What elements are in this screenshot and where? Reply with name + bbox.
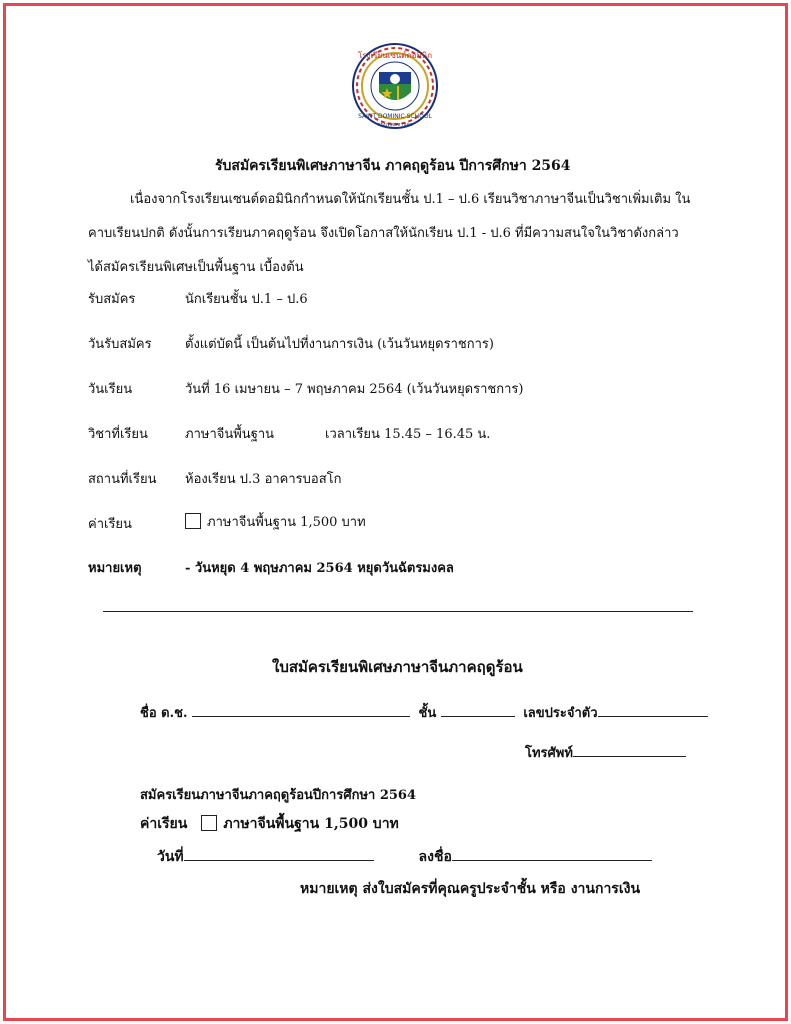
row-label-apply-date: วันรับสมัคร <box>88 337 152 352</box>
notice-title: รับสมัครเรียนพิเศษภาษาจีน ภาคฤดูร้อน ปีการศึกษา 2564 <box>215 158 571 174</box>
form-fee-checkbox[interactable] <box>201 815 217 831</box>
date-field[interactable] <box>184 860 374 861</box>
phone-label: โทรศัพท์ <box>525 746 573 761</box>
class-field[interactable] <box>441 716 515 717</box>
remark-value: - วันหยุด 4 พฤษภาคม 2564 หยุดวันฉัตรมงคล <box>185 561 454 576</box>
phone-field[interactable] <box>573 756 686 757</box>
row-label-apply: รับสมัคร <box>88 292 136 307</box>
sign-field[interactable] <box>452 860 652 861</box>
footer-note: หมายเหตุ ส่งใบสมัครที่คุณครูประจำชั้น หรือ งานการเงิน <box>300 881 641 897</box>
notice-para-line-1: เนื่องจากโรงเรียนเซนต์ดอมินิกกำหนดให้นักเรียนชั้น ป.1 – ป.6 เรียนวิชาภาษาจีนเป็นวิชาเพิ่มเติม ใน <box>130 192 691 207</box>
sign-label: ลงชื่อ <box>418 849 452 865</box>
class-label: ชั้น <box>418 706 437 721</box>
phone-row <box>525 742 686 763</box>
notice-para-line-2: คาบเรียนปกติ ดังนั้นการเรียนภาคฤดูร้อน จึงเปิดโอกาสให้นักเรียน ป.1 - ป.6 ที่มีความสนใจในวิชาดังกล่าว <box>88 226 679 241</box>
row-label-location: สถานที่เรียน <box>88 472 157 487</box>
fee-option <box>185 511 366 532</box>
row-label-study-date: วันเรียน <box>88 382 133 397</box>
date-label: วันที่ <box>157 849 184 865</box>
date-row <box>157 846 652 868</box>
form-fee-row <box>140 813 399 835</box>
name-row <box>140 702 708 723</box>
row-value-apply: นักเรียนชั้น ป.1 – ป.6 <box>185 292 308 307</box>
logo-side-text: SAINT DOMINIC SCHOOL <box>358 113 432 120</box>
school-logo <box>351 42 439 130</box>
row-value-study-date: วันที่ 16 เมษายน – 7 พฤษภาคม 2564 (เว้นวันหยุดราชการ) <box>185 382 524 397</box>
notice-para-line-3: ได้สมัครเรียนพิเศษเป็นพื้นฐาน เบื้องต้น <box>88 260 304 275</box>
form-fee-label: ค่าเรียน <box>140 816 188 832</box>
remark-label: หมายเหตุ <box>88 561 142 576</box>
divider-line <box>103 611 693 612</box>
row-value-location: ห้องเรียน ป.3 อาคารบอสโก <box>185 472 342 487</box>
row-label-fee: ค่าเรียน <box>88 517 132 532</box>
name-field[interactable] <box>192 716 410 717</box>
row-label-subject: วิชาที่เรียน <box>88 427 148 442</box>
logo-bottom-text: กรุงเทพมหานคร <box>377 122 413 128</box>
fee-option-label: ภาษาจีนพื้นฐาน 1,500 บาท <box>207 515 366 530</box>
form-fee-option: ภาษาจีนพื้นฐาน 1,500 บาท <box>223 816 399 832</box>
row-value-apply-date: ตั้งแต่บัดนี้ เป็นต้นไปที่งานการเงิน (เว้นวันหยุดราชการ) <box>185 337 494 352</box>
row-value-study-time: เวลาเรียน 15.45 – 16.45 น. <box>325 427 491 442</box>
fee-checkbox[interactable] <box>185 513 201 529</box>
row-value-subject: ภาษาจีนพื้นฐาน <box>185 427 275 442</box>
id-label: เลขประจำตัว <box>523 706 598 721</box>
id-field[interactable] <box>598 716 708 717</box>
logo-top-text: โรงเรียนเซนต์ดอมินิก <box>357 51 433 60</box>
form-title: ใบสมัครเรียนพิเศษภาษาจีนภาคฤดูร้อน <box>272 658 523 676</box>
name-label: ชื่อ ด.ช. <box>140 706 188 721</box>
apply-text: สมัครเรียนภาษาจีนภาคฤดูร้อนปีการศึกษา 2564 <box>140 788 417 803</box>
